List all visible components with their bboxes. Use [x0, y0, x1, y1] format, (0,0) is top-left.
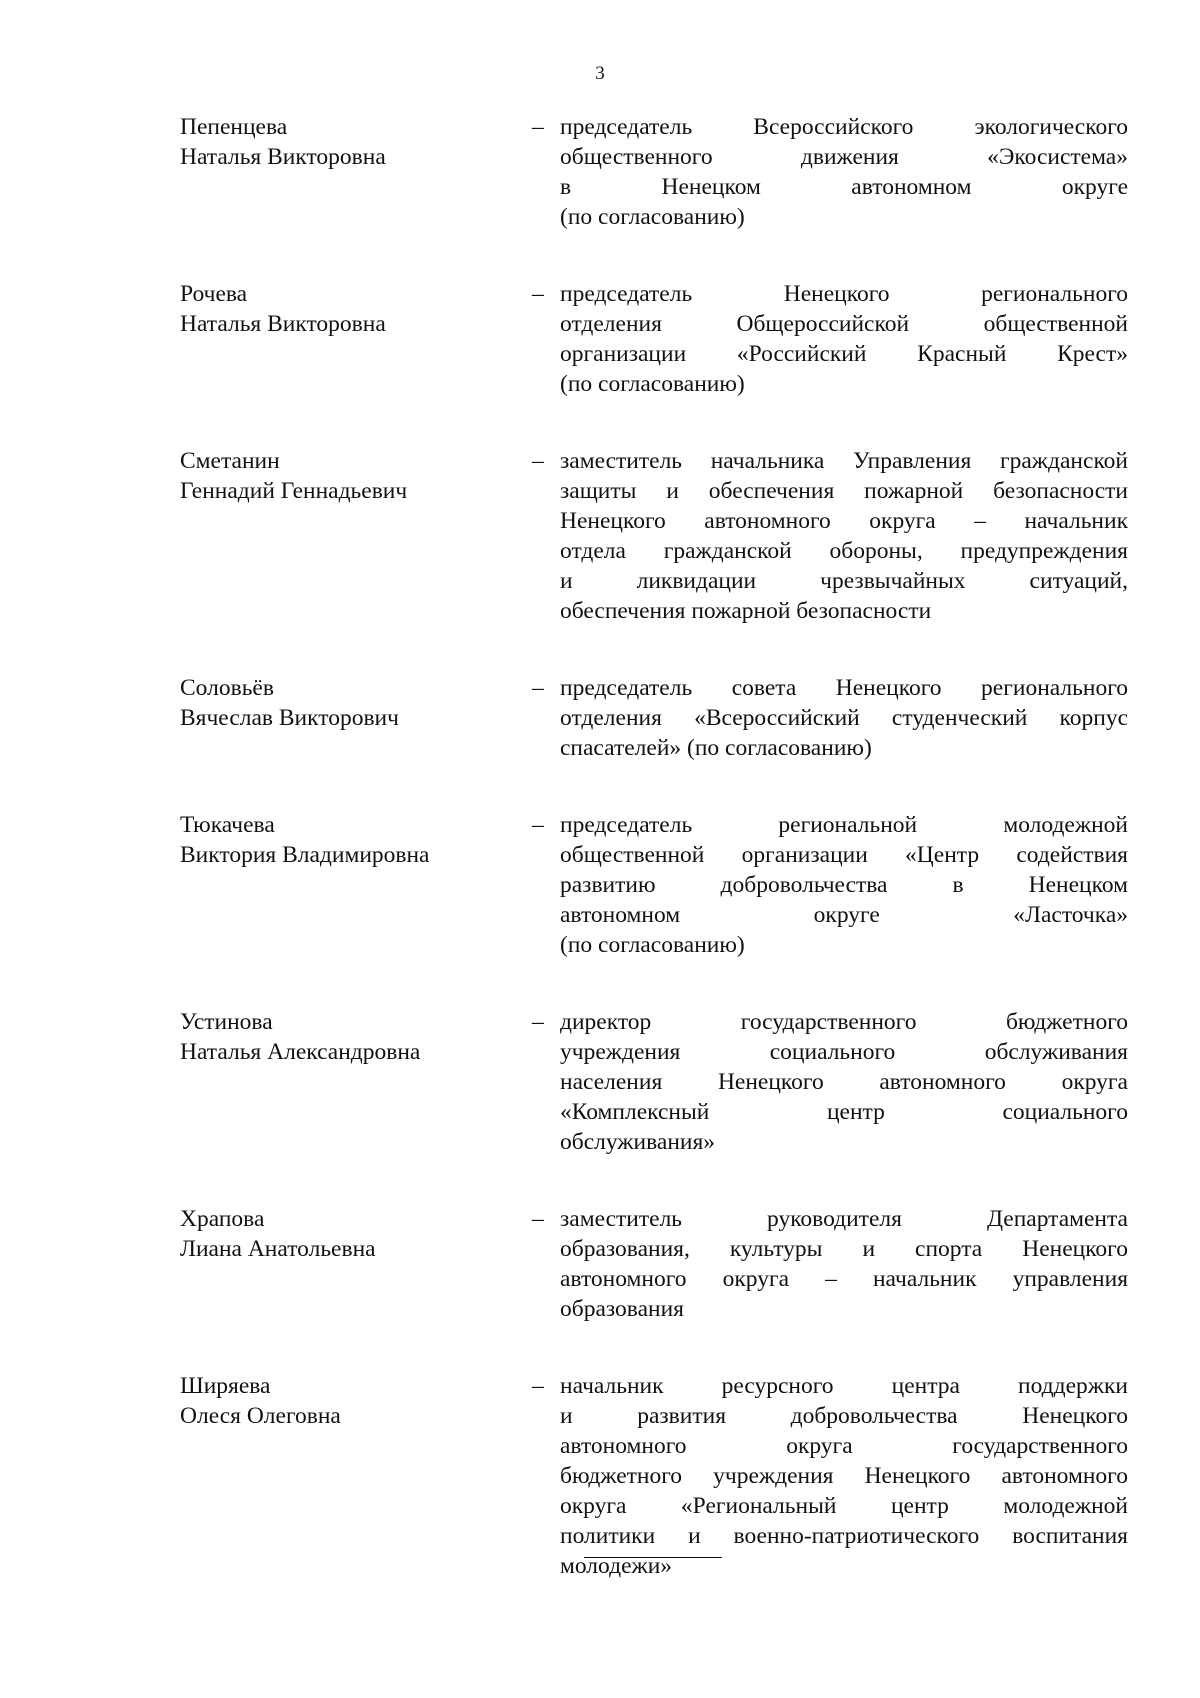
role-line: и развития добровольчества Ненецкого — [560, 1403, 1128, 1429]
dash-separator: – — [532, 1009, 544, 1035]
role-line: (по согласованию) — [560, 932, 745, 958]
role-line: молодежи» — [560, 1553, 673, 1579]
role-line: председатель Ненецкого регионального — [560, 281, 1128, 307]
member-given-names: Наталья Александровна — [180, 1039, 421, 1065]
role-line: развитию добровольчества в Ненецком — [560, 872, 1128, 898]
member-name — [180, 1204, 510, 1264]
member-entry — [0, 810, 1200, 960]
member-name — [180, 112, 510, 172]
role-line: образования, культуры и спорта Ненецкого — [560, 1236, 1128, 1262]
role-line: и ликвидации чрезвычайных ситуаций, — [560, 568, 1128, 594]
role-line: общественной организации «Центр содействия — [560, 842, 1128, 868]
member-role — [560, 673, 1128, 763]
member-given-names: Вячеслав Викторович — [180, 705, 399, 731]
end-of-list-rule — [584, 1557, 722, 1558]
role-line: учреждения социального обслуживания — [560, 1039, 1128, 1065]
role-line: заместитель начальника Управления гражданской — [560, 448, 1128, 474]
member-entry — [0, 1007, 1200, 1157]
member-name — [180, 1007, 510, 1067]
member-given-names: Геннадий Геннадьевич — [180, 478, 408, 504]
role-line: обслуживания» — [560, 1129, 716, 1155]
member-surname: Сметанин — [180, 448, 280, 474]
dash-separator: – — [532, 114, 544, 140]
role-line: автономного округа государственного — [560, 1433, 1128, 1459]
dash-separator: – — [532, 812, 544, 838]
role-line: «Комплексный центр социального — [560, 1099, 1128, 1125]
role-line: общественного движения «Экосистема» — [560, 144, 1128, 170]
role-line: отделения Общероссийской общественной — [560, 311, 1128, 337]
role-line: организации «Российский Красный Крест» — [560, 341, 1128, 367]
member-entry — [0, 1371, 1200, 1581]
member-role — [560, 279, 1128, 399]
member-surname: Соловьёв — [180, 675, 274, 701]
dash-separator: – — [532, 448, 544, 474]
member-surname: Тюкачева — [180, 812, 275, 838]
role-line: автономном округе «Ласточка» — [560, 902, 1128, 928]
member-surname: Храпова — [180, 1206, 265, 1232]
role-line: (по согласованию) — [560, 204, 745, 230]
role-line: бюджетного учреждения Ненецкого автономного — [560, 1463, 1128, 1489]
role-line: населения Ненецкого автономного округа — [560, 1069, 1128, 1095]
role-line: политики и военно-патриотического воспитания — [560, 1523, 1128, 1549]
member-given-names: Виктория Владимировна — [180, 842, 430, 868]
member-entry — [0, 279, 1200, 399]
role-line: председатель региональной молодежной — [560, 812, 1128, 838]
dash-separator: – — [532, 675, 544, 701]
role-line: начальник ресурсного центра поддержки — [560, 1373, 1128, 1399]
role-line: председатель Всероссийского экологического — [560, 114, 1128, 140]
member-role — [560, 1204, 1128, 1324]
member-role — [560, 1371, 1128, 1581]
member-name — [180, 446, 510, 506]
role-line: отдела гражданской обороны, предупреждения — [560, 538, 1128, 564]
dash-separator: – — [532, 281, 544, 307]
role-line: в Ненецком автономном округе — [560, 174, 1128, 200]
member-name — [180, 810, 510, 870]
dash-separator: – — [532, 1206, 544, 1232]
member-entry — [0, 112, 1200, 232]
member-given-names: Наталья Викторовна — [180, 144, 386, 170]
member-surname: Устинова — [180, 1009, 273, 1035]
members-list — [0, 112, 1200, 1581]
member-name — [180, 673, 510, 733]
role-line: автономного округа – начальник управления — [560, 1266, 1128, 1292]
member-given-names: Лиана Анатольевна — [180, 1236, 376, 1262]
role-line: защиты и обеспечения пожарной безопасности — [560, 478, 1128, 504]
member-entry — [0, 446, 1200, 626]
role-line: председатель совета Ненецкого регионального — [560, 675, 1128, 701]
member-surname: Рочева — [180, 281, 248, 307]
role-line: (по согласованию) — [560, 371, 745, 397]
member-role — [560, 112, 1128, 232]
role-line: заместитель руководителя Департамента — [560, 1206, 1128, 1232]
role-line: спасателей» (по согласованию) — [560, 735, 872, 761]
role-line: директор государственного бюджетного — [560, 1009, 1128, 1035]
role-line: Ненецкого автономного округа – начальник — [560, 508, 1128, 534]
member-name — [180, 279, 510, 339]
role-line: образования — [560, 1296, 684, 1322]
page-number: 3 — [595, 63, 605, 84]
dash-separator: – — [532, 1373, 544, 1399]
role-line: округа «Региональный центр молодежной — [560, 1493, 1128, 1519]
member-surname: Ширяева — [180, 1373, 271, 1399]
role-line: обеспечения пожарной безопасности — [560, 598, 932, 624]
member-given-names: Олеся Олеговна — [180, 1403, 341, 1429]
member-surname: Пепенцева — [180, 114, 288, 140]
role-line: отделения «Всероссийский студенческий корпус — [560, 705, 1128, 731]
member-given-names: Наталья Викторовна — [180, 311, 386, 337]
member-name — [180, 1371, 510, 1431]
member-role — [560, 446, 1128, 626]
member-entry — [0, 673, 1200, 763]
member-entry — [0, 1204, 1200, 1324]
member-role — [560, 1007, 1128, 1157]
member-role — [560, 810, 1128, 960]
